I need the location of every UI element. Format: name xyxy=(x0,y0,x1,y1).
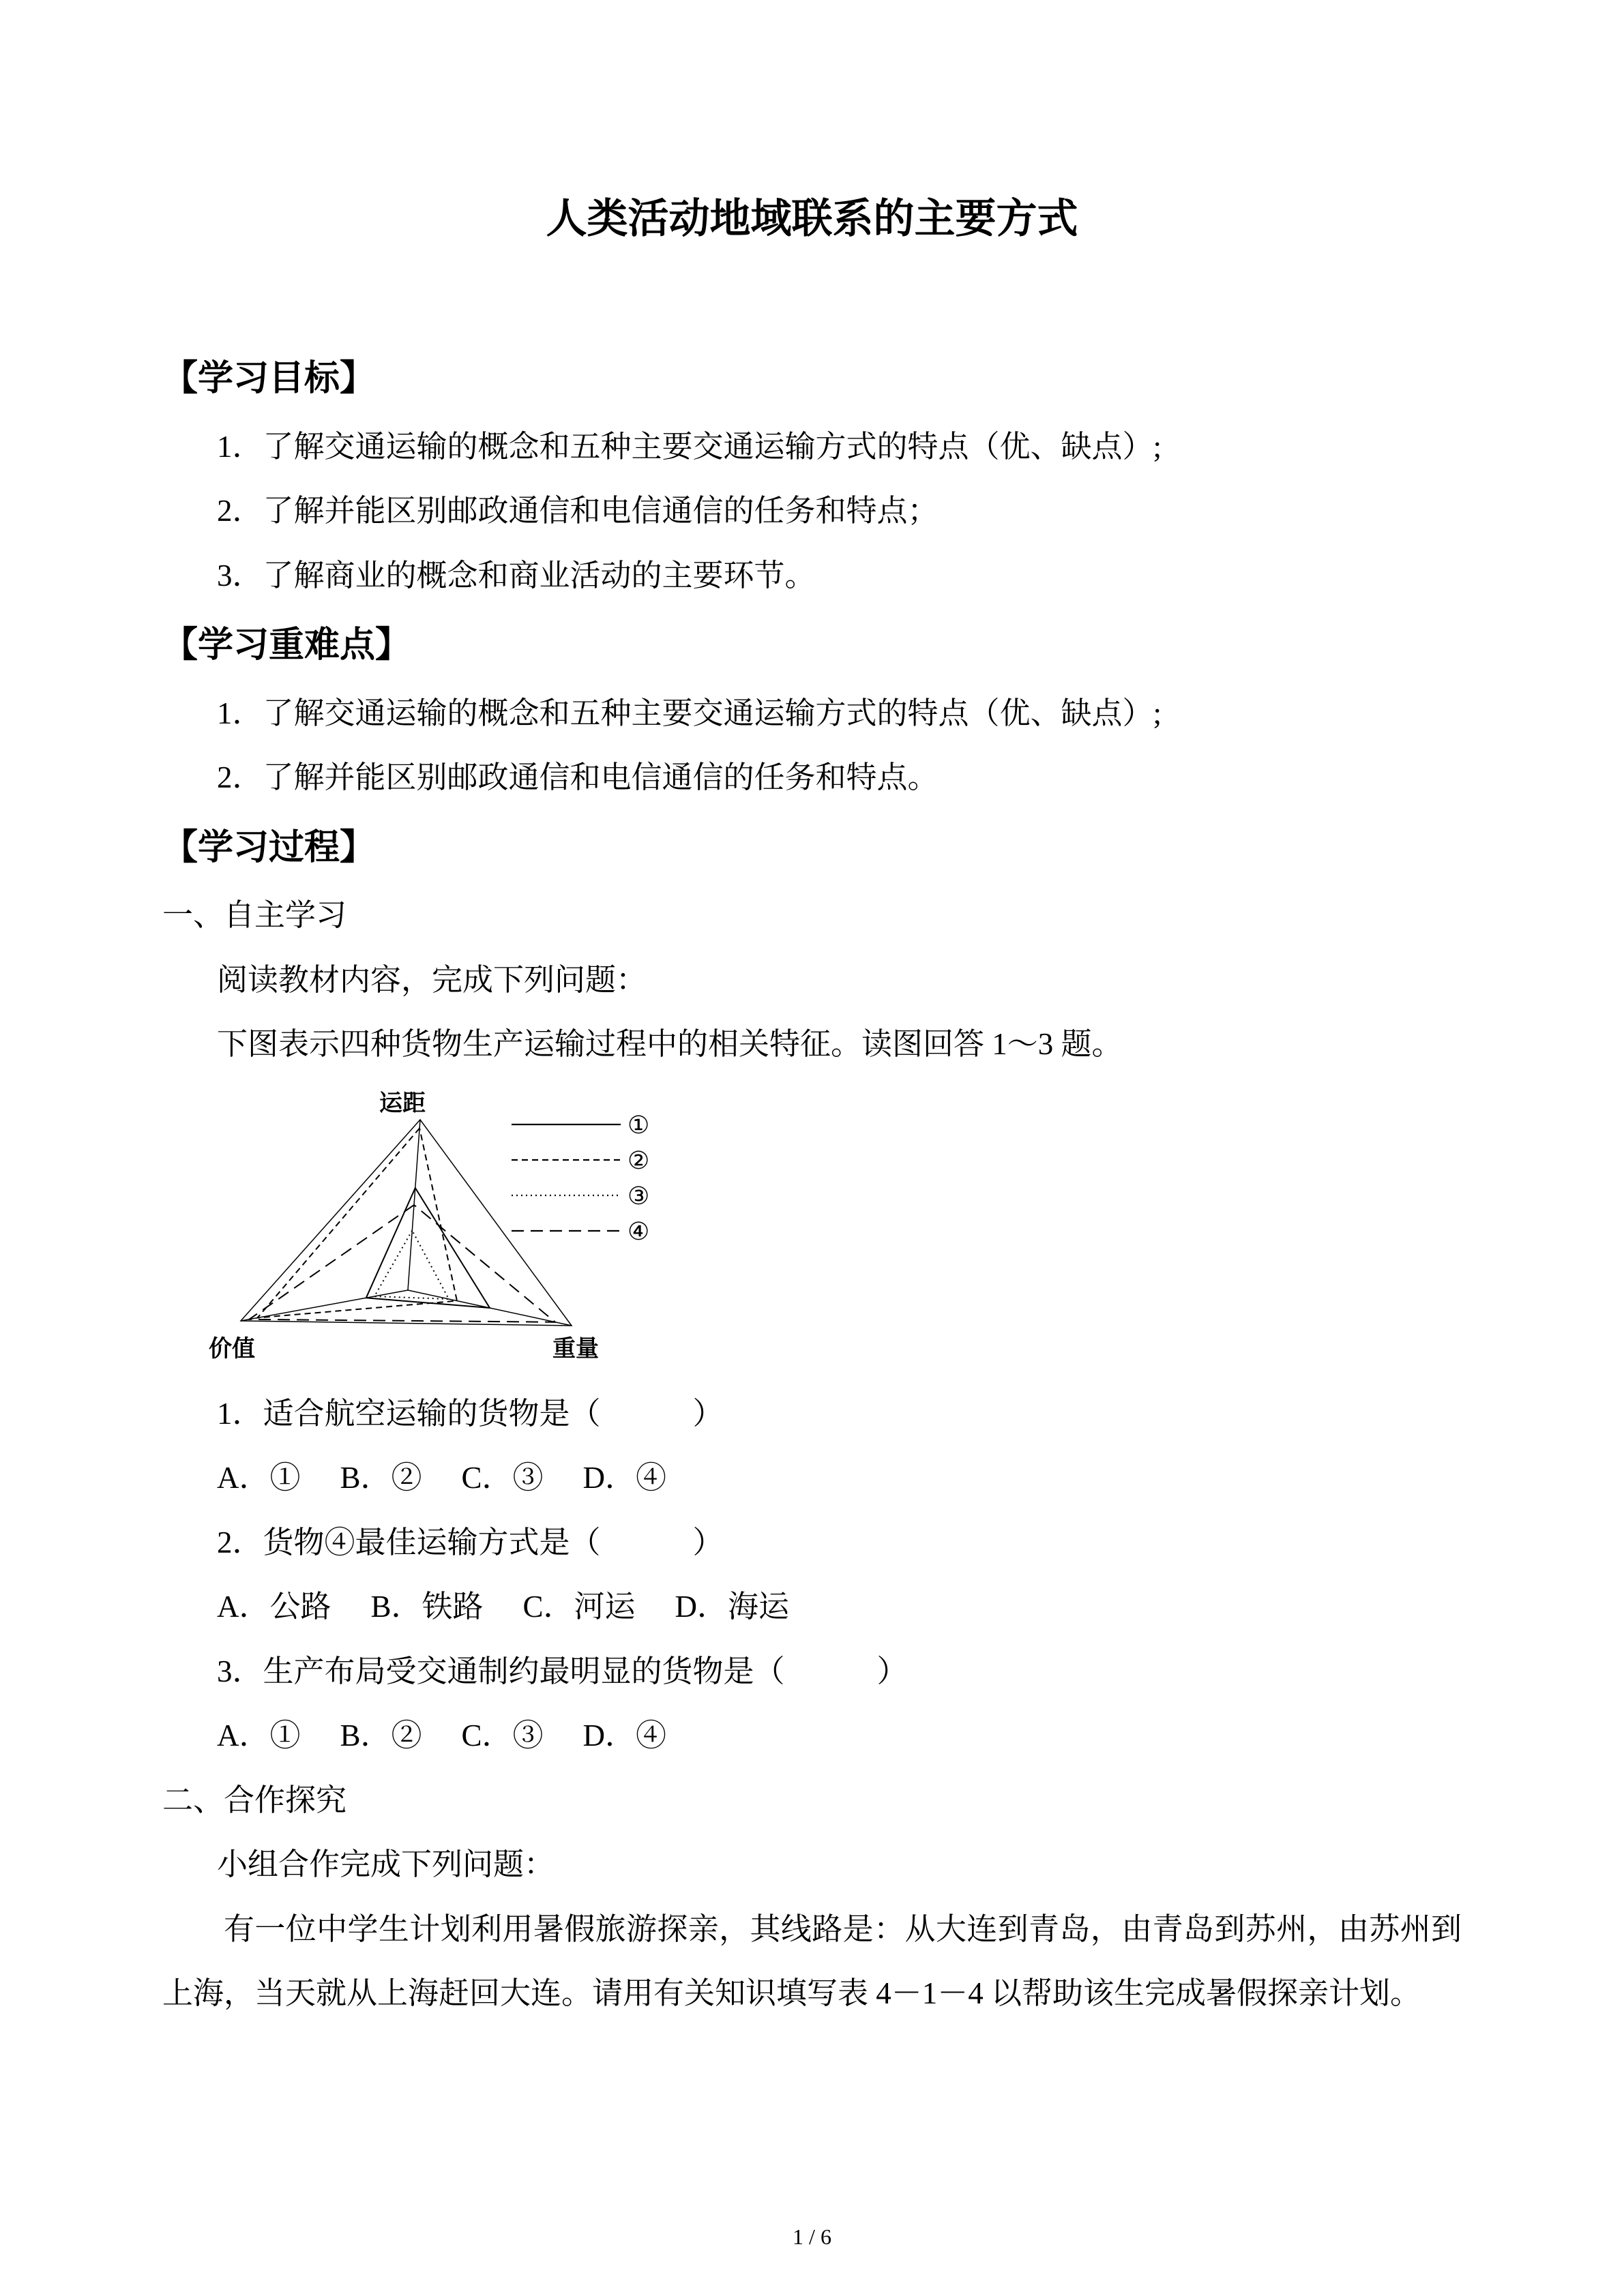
section-process xyxy=(162,825,1462,2026)
legend-label-2: ② xyxy=(628,1146,650,1174)
part1-intro-2: 下图表示四种货物生产运输过程中的相关特征。读图回答 1～3 题。 xyxy=(217,1027,1123,1062)
option: A．① xyxy=(217,1461,301,1495)
section-process-heading: 【学习过程】 xyxy=(162,828,376,867)
chart-legend xyxy=(512,1112,649,1245)
question-block-3 xyxy=(162,1639,1462,1768)
axis-label-weight: 重量 xyxy=(552,1335,599,1362)
option: C．河运 xyxy=(522,1590,636,1624)
option: B．② xyxy=(340,1718,422,1753)
part1-intro-1: 阅读教材内容，完成下列问题： xyxy=(217,962,647,997)
page-number: 1 / 6 xyxy=(793,2224,831,2249)
part2-heading: 二、合作探究 xyxy=(162,1783,347,1817)
legend-label-4: ④ xyxy=(628,1217,650,1245)
part2-paragraph: 有一位中学生计划利用暑假旅游探亲，其线路是：从大连到青岛，由青岛到苏州，由苏州到上海，当天就从上海赶回大连。请用有关知识填写表 4－1－4 以帮助该生完成暑假探亲计划。 xyxy=(162,1911,1462,2011)
option: D．海运 xyxy=(675,1590,790,1624)
goal-item: 1．了解交通运输的概念和五种主要交通运输方式的特点（优、缺点）; xyxy=(217,429,1162,464)
goal-item: 2．了解并能区别邮政通信和电信通信的任务和特点； xyxy=(217,494,939,528)
page-title: 人类活动地域联系的主要方式 xyxy=(546,196,1078,241)
option: C．③ xyxy=(461,1718,544,1753)
part1-heading: 一、自主学习 xyxy=(162,898,347,933)
section-goals-heading: 【学习目标】 xyxy=(162,359,376,398)
radar-chart-svg xyxy=(203,1082,667,1369)
option: A．① xyxy=(217,1718,301,1753)
part2-intro: 小组合作完成下列问题： xyxy=(217,1847,555,1882)
question-stem: 1．适合航空运输的货物是（ ） xyxy=(217,1396,724,1431)
legend-label-3: ③ xyxy=(628,1182,650,1210)
section-goals xyxy=(162,356,1462,608)
key-point-item: 1．了解交通运输的概念和五种主要交通运输方式的特点（优、缺点）; xyxy=(217,696,1162,730)
option: C．③ xyxy=(461,1461,544,1495)
option: B．铁路 xyxy=(370,1590,484,1624)
radar-chart xyxy=(203,1082,1462,1376)
question-stem: 3．生产布局受交通制约最明显的货物是（ ） xyxy=(217,1654,908,1688)
option: B．② xyxy=(340,1461,422,1495)
question-stem: 2．货物④最佳运输方式是（ ） xyxy=(217,1525,724,1560)
question-block-1 xyxy=(162,1382,1462,1510)
option: A．公路 xyxy=(217,1590,331,1624)
axis-label-distance: 运距 xyxy=(379,1090,426,1116)
section-key-points xyxy=(162,623,1462,810)
option: D．④ xyxy=(582,1718,667,1753)
question-options xyxy=(162,1575,1462,1639)
section-key-points-heading: 【学习重难点】 xyxy=(162,626,411,666)
question-options xyxy=(162,1446,1462,1510)
option: D．④ xyxy=(582,1461,667,1495)
radar-frame xyxy=(241,1120,572,1326)
axis-label-value: 价值 xyxy=(209,1335,255,1362)
legend-label-1: ① xyxy=(628,1111,650,1139)
question-block-2 xyxy=(162,1510,1462,1639)
radar-series xyxy=(249,1128,555,1322)
question-options xyxy=(162,1703,1462,1768)
key-point-item: 2．了解并能区别邮政通信和电信通信的任务和特点。 xyxy=(217,760,939,795)
goal-item: 3．了解商业的概念和商业活动的主要环节。 xyxy=(217,558,816,593)
